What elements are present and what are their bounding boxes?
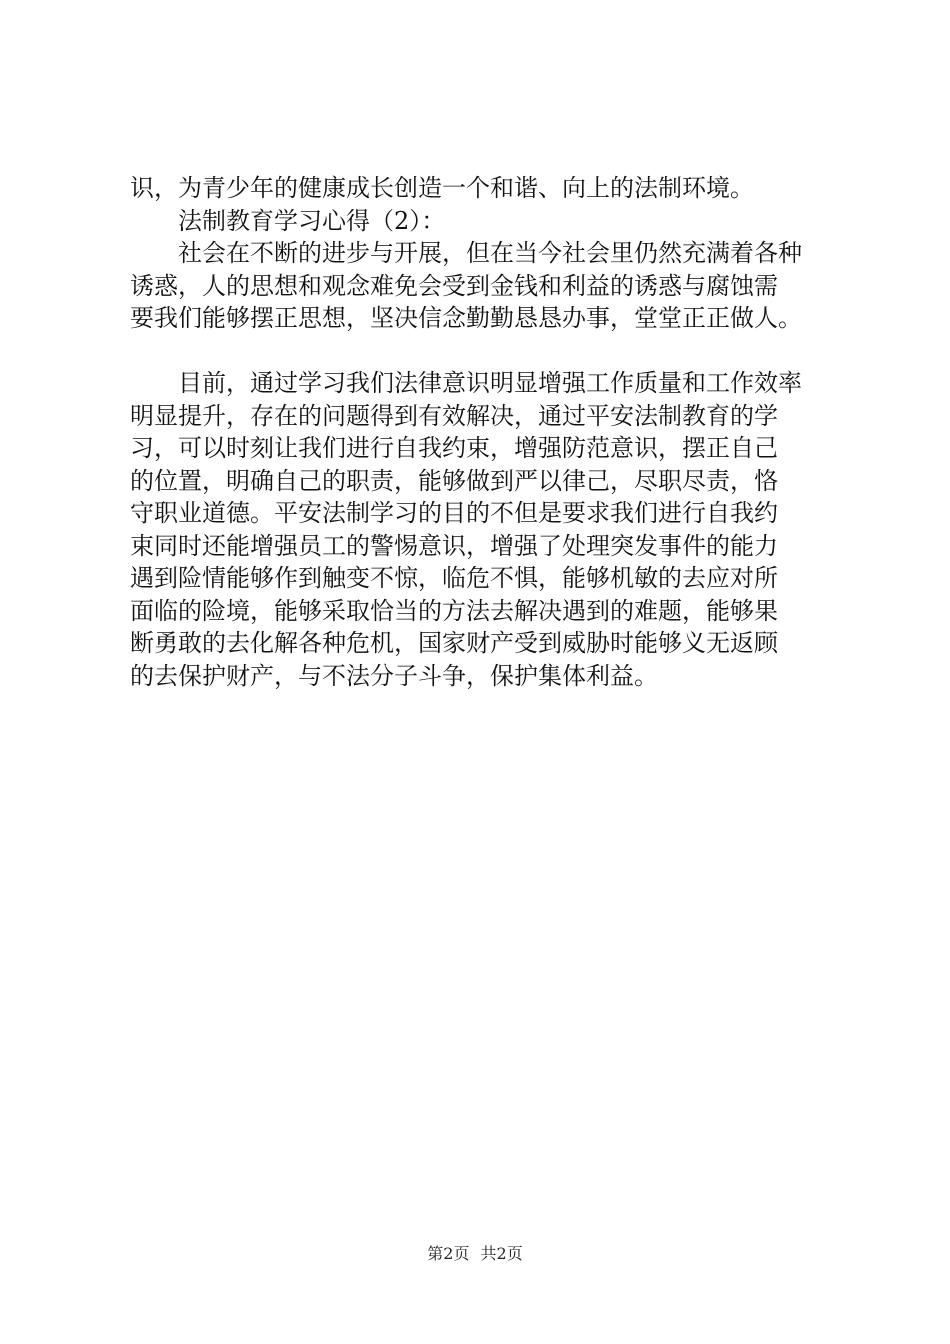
text-line: 要我们能够摆正思想，坚决信念勤勤恳恳办事，堂堂正正做人。 [130,304,802,332]
text-line: 束同时还能增强员工的警惕意识，增强了处理突发事件的能力 [130,531,778,560]
page-total: 共2页 [480,1244,523,1263]
text-line: 习，可以时刻让我们进行自我约束，增强防范意识，摆正自己 [130,434,778,462]
page-footer [0,1244,950,1264]
text-line: 的位置，明确自己的职责，能够做到严以律己，尽职尽责，恪 [130,466,778,495]
text-line: 的去保护财产，与不法分子斗争，保护集体利益。 [130,661,658,690]
text-line: 遇到险情能够作到触变不惊，临危不惧，能够机敏的去应对所 [130,564,778,592]
text-line: 守职业道德。平安法制学习的目的不但是要求我们进行自我约 [130,499,778,527]
text-line: 诱惑，人的思想和观念难免会受到金钱和利益的诱惑与腐蚀需 [130,271,778,300]
text-line: 面临的险境，能够采取恰当的方法去解决遇到的难题，能够果 [130,596,778,625]
page-number: 第2页 [427,1244,470,1263]
text-line: 社会在不断的进步与开展，但在当今社会里仍然充满着各种 [178,239,802,267]
paragraph-gap [130,335,850,368]
text-line: 明显提升，存在的问题得到有效解决，通过平安法制教育的学 [130,401,778,430]
text-line: 断勇敢的去化解各种危机，国家财产受到威胁时能够义无返顾 [130,629,778,657]
section-heading: 法制教育学习心得（2）： [178,206,446,235]
text-line: 识，为青少年的健康成长创造一个和谐、向上的法制环境。 [130,174,754,202]
text-line: 目前，通过学习我们法律意识明显增强工作质量和工作效率 [178,369,802,397]
document-body [130,172,850,692]
